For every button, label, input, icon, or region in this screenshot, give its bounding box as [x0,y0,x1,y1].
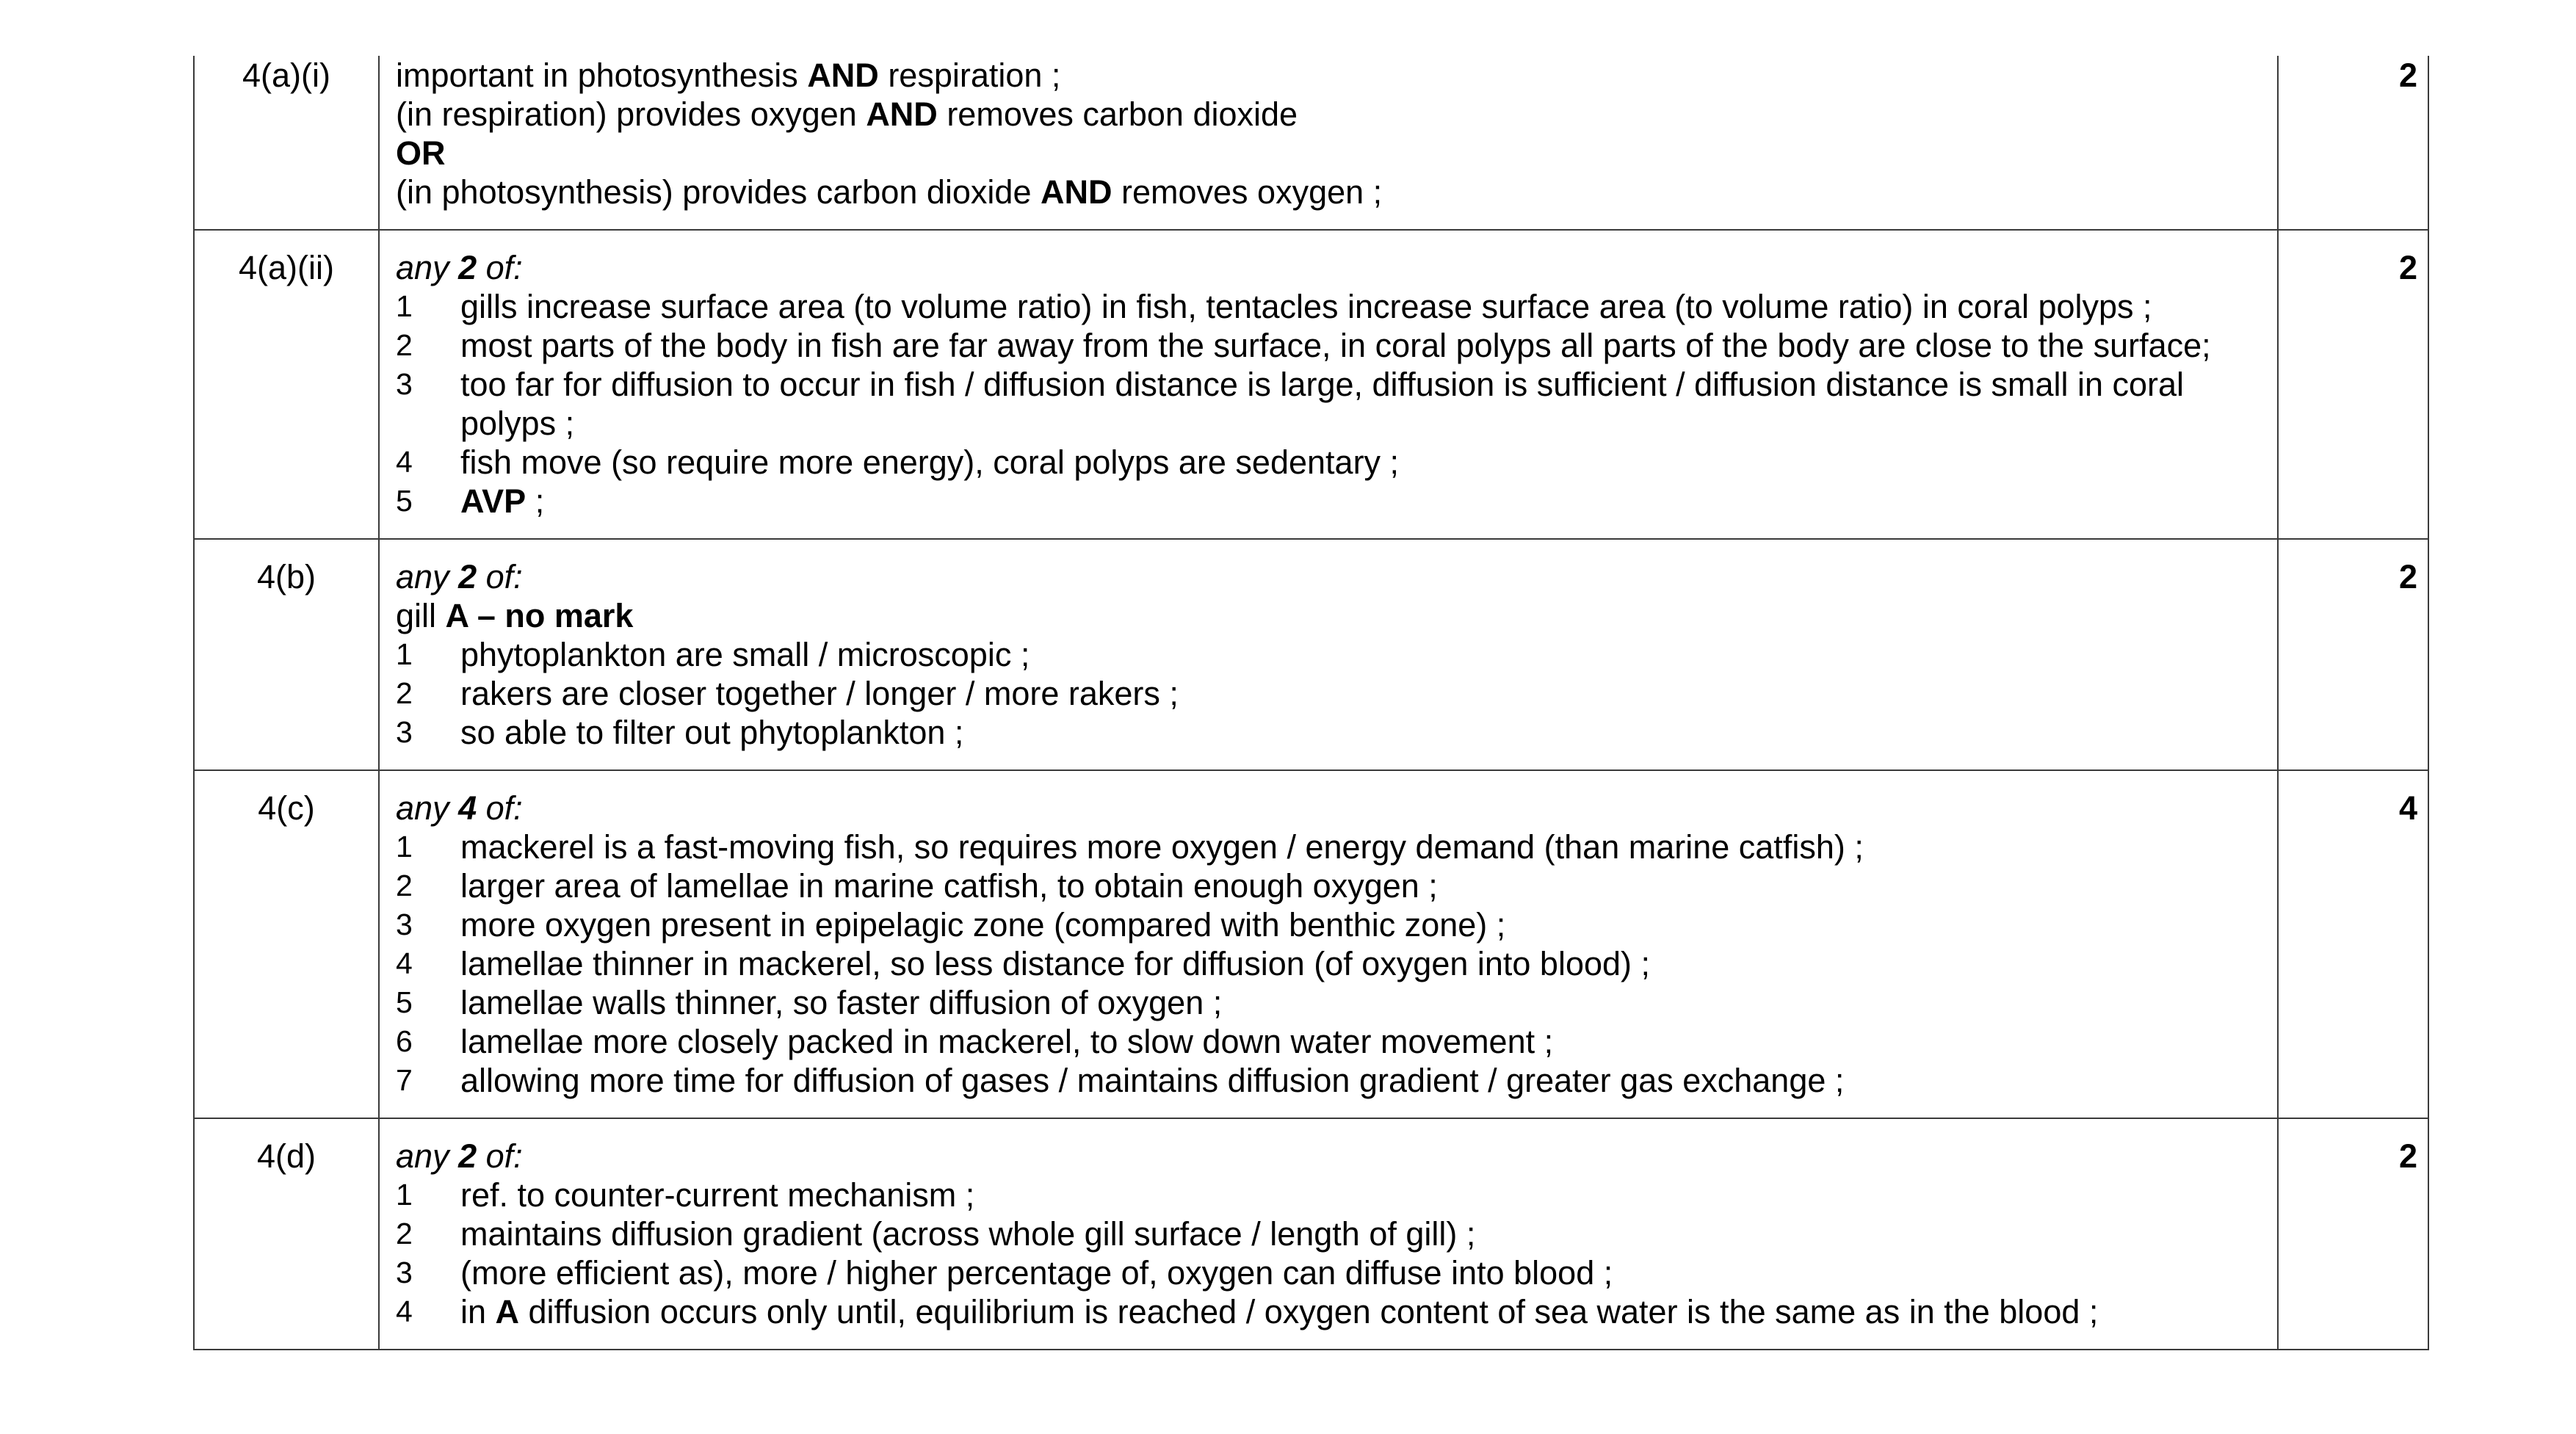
point-text [460,944,2262,983]
mark-scheme-row [194,56,2428,230]
text-segment: A – no mark [445,597,634,634]
text-segment: phytoplankton are small / microscopic ; [460,636,1030,673]
text-segment: rakers are closer together / longer / more rakers ; [460,675,1179,712]
text-segment: A [495,1293,520,1330]
answer-point [396,482,2262,521]
point-number: 5 [396,484,413,518]
mark-scheme-row [194,230,2428,539]
point-number: 7 [396,1063,413,1097]
point-number: 3 [396,715,413,749]
point-text [460,905,2262,944]
point-text [460,1253,2262,1292]
text-segment: diffusion occurs only until, equilibrium is reached / oxygen content of sea water is the same as in the blood ; [519,1293,2099,1330]
text-segment: 4 [458,789,477,827]
question-number: 4(d) [194,1118,379,1350]
point-number: 4 [396,946,413,980]
text-segment: in [460,1293,496,1330]
text-segment: fish move (so require more energy), coral polyps are sedentary ; [460,443,1400,481]
text-segment: of: [477,558,523,595]
answer-line [396,1137,2262,1176]
point-number: 3 [396,908,413,941]
point-number: 1 [396,830,413,863]
text-segment: AND [1040,173,1112,211]
marks-value: 2 [2278,539,2428,770]
point-text [460,674,2262,713]
text-segment: OR [396,134,446,172]
point-text [460,635,2262,674]
answer-line [396,134,2262,173]
answer-point [396,1292,2262,1331]
mark-scheme-row [194,539,2428,770]
text-segment: AVP [460,482,527,520]
point-text [460,443,2262,482]
question-number: 4(c) [194,770,379,1118]
point-text [460,983,2262,1022]
answer-point [396,905,2262,944]
answer-cell [379,230,2278,539]
answer-point [396,1022,2262,1061]
marks-value: 4 [2278,770,2428,1118]
text-segment: lamellae more closely packed in mackerel, to slow down water movement ; [460,1023,1554,1060]
answer-line [396,173,2262,211]
text-segment: so able to filter out phytoplankton ; [460,714,964,751]
answer-point [396,983,2262,1022]
answer-point [396,443,2262,482]
text-segment: of: [477,1137,523,1175]
answer-point [396,866,2262,905]
text-segment: any [396,558,459,595]
answer-line [396,95,2262,134]
point-text [460,713,2262,752]
text-segment: ref. to counter-current mechanism ; [460,1176,975,1214]
text-segment: any [396,1137,459,1175]
point-number: 6 [396,1024,413,1058]
point-text [460,1176,2262,1214]
point-text [460,828,2262,866]
marks-value: 2 [2278,56,2428,230]
question-number: 4(b) [194,539,379,770]
marks-value: 2 [2278,230,2428,539]
answer-line [396,248,2262,287]
point-text [460,326,2262,365]
text-segment: of: [477,249,523,286]
text-segment: gills increase surface area (to volume ratio) in fish, tentacles increase surface area (to volume ratio) in coral polyps ; [460,288,2152,325]
mark-scheme-row [194,1118,2428,1350]
text-segment: most parts of the body in fish are far away from the surface, in coral polyps all parts of the body are close to the surface; [460,327,2211,364]
answer-point [396,287,2262,326]
point-text [460,287,2262,326]
text-segment: gill [396,597,446,634]
text-segment: removes carbon dioxide [937,95,1298,133]
answer-point [396,674,2262,713]
point-number: 5 [396,985,413,1019]
point-text [460,365,2262,443]
question-number: 4(a)(ii) [194,230,379,539]
text-segment: mackerel is a fast-moving fish, so requires more oxygen / energy demand (than marine catfish) ; [460,828,1864,866]
text-segment [458,789,477,827]
text-segment: of: [477,789,523,827]
answer-point [396,1253,2262,1292]
answer-point [396,944,2262,983]
point-text [460,482,2262,521]
point-text [460,1022,2262,1061]
text-segment: maintains diffusion gradient (across whole gill surface / length of gill) ; [460,1215,1476,1253]
text-segment: ; [526,482,545,520]
answer-point [396,1214,2262,1253]
answer-point [396,326,2262,365]
answer-point [396,635,2262,674]
text-segment: larger area of lamellae in marine catfish, to obtain enough oxygen ; [460,867,1438,905]
point-number: 4 [396,1294,413,1328]
mark-scheme-table [193,56,2429,1350]
point-number: 2 [396,869,413,902]
text-segment: any [396,789,459,827]
mark-scheme-row [194,770,2428,1118]
text-segment [458,1137,477,1175]
text-segment: AND [866,95,938,133]
point-number: 3 [396,1256,413,1289]
text-segment: 2 [458,249,477,286]
text-segment: more oxygen present in epipelagic zone (compared with benthic zone) ; [460,906,1506,944]
answer-point [396,365,2262,443]
answer-cell [379,1118,2278,1350]
text-segment: respiration ; [878,57,1061,94]
text-segment [458,249,477,286]
question-number: 4(a)(i) [194,56,379,230]
answer-cell [379,539,2278,770]
marks-value: 2 [2278,1118,2428,1350]
answer-cell [379,770,2278,1118]
text-segment: (more efficient as), more / higher percentage of, oxygen can diffuse into blood ; [460,1254,1613,1292]
point-number: 2 [396,676,413,710]
answer-cell [379,56,2278,230]
answer-line [396,789,2262,828]
text-segment: removes oxygen ; [1112,173,1383,211]
point-number: 3 [396,367,413,401]
point-text [460,1292,2262,1331]
text-segment: 2 [458,1137,477,1175]
text-segment: lamellae walls thinner, so faster diffusion of oxygen ; [460,984,1223,1021]
answer-line [396,557,2262,596]
point-number: 1 [396,1178,413,1212]
text-segment: too far for diffusion to occur in fish / diffusion distance is large, diffusion is sufficient / diffusion distance is small in coral polyps ; [460,366,2185,442]
point-number: 1 [396,289,413,323]
point-text [460,1061,2262,1100]
answer-line [396,596,2262,635]
mark-scheme-body [194,56,2428,1350]
point-text [460,1214,2262,1253]
point-number: 2 [396,1217,413,1250]
text-segment: (in photosynthesis) provides carbon dioxide [396,173,1041,211]
text-segment: 2 [458,558,477,595]
point-number: 2 [396,328,413,362]
point-number: 1 [396,637,413,671]
answer-point [396,713,2262,752]
text-segment: lamellae thinner in mackerel, so less distance for diffusion (of oxygen into blood) ; [460,945,1651,982]
answer-line [396,56,2262,95]
text-segment: any [396,249,459,286]
text-segment: (in respiration) provides oxygen [396,95,866,133]
answer-point [396,1061,2262,1100]
point-number: 4 [396,445,413,479]
answer-point [396,1176,2262,1214]
point-text [460,866,2262,905]
text-segment: AND [807,57,879,94]
text-segment: important in photosynthesis [396,57,808,94]
text-segment [458,558,477,595]
answer-point [396,828,2262,866]
text-segment: allowing more time for diffusion of gases / maintains diffusion gradient / greater gas exchange ; [460,1062,1845,1099]
